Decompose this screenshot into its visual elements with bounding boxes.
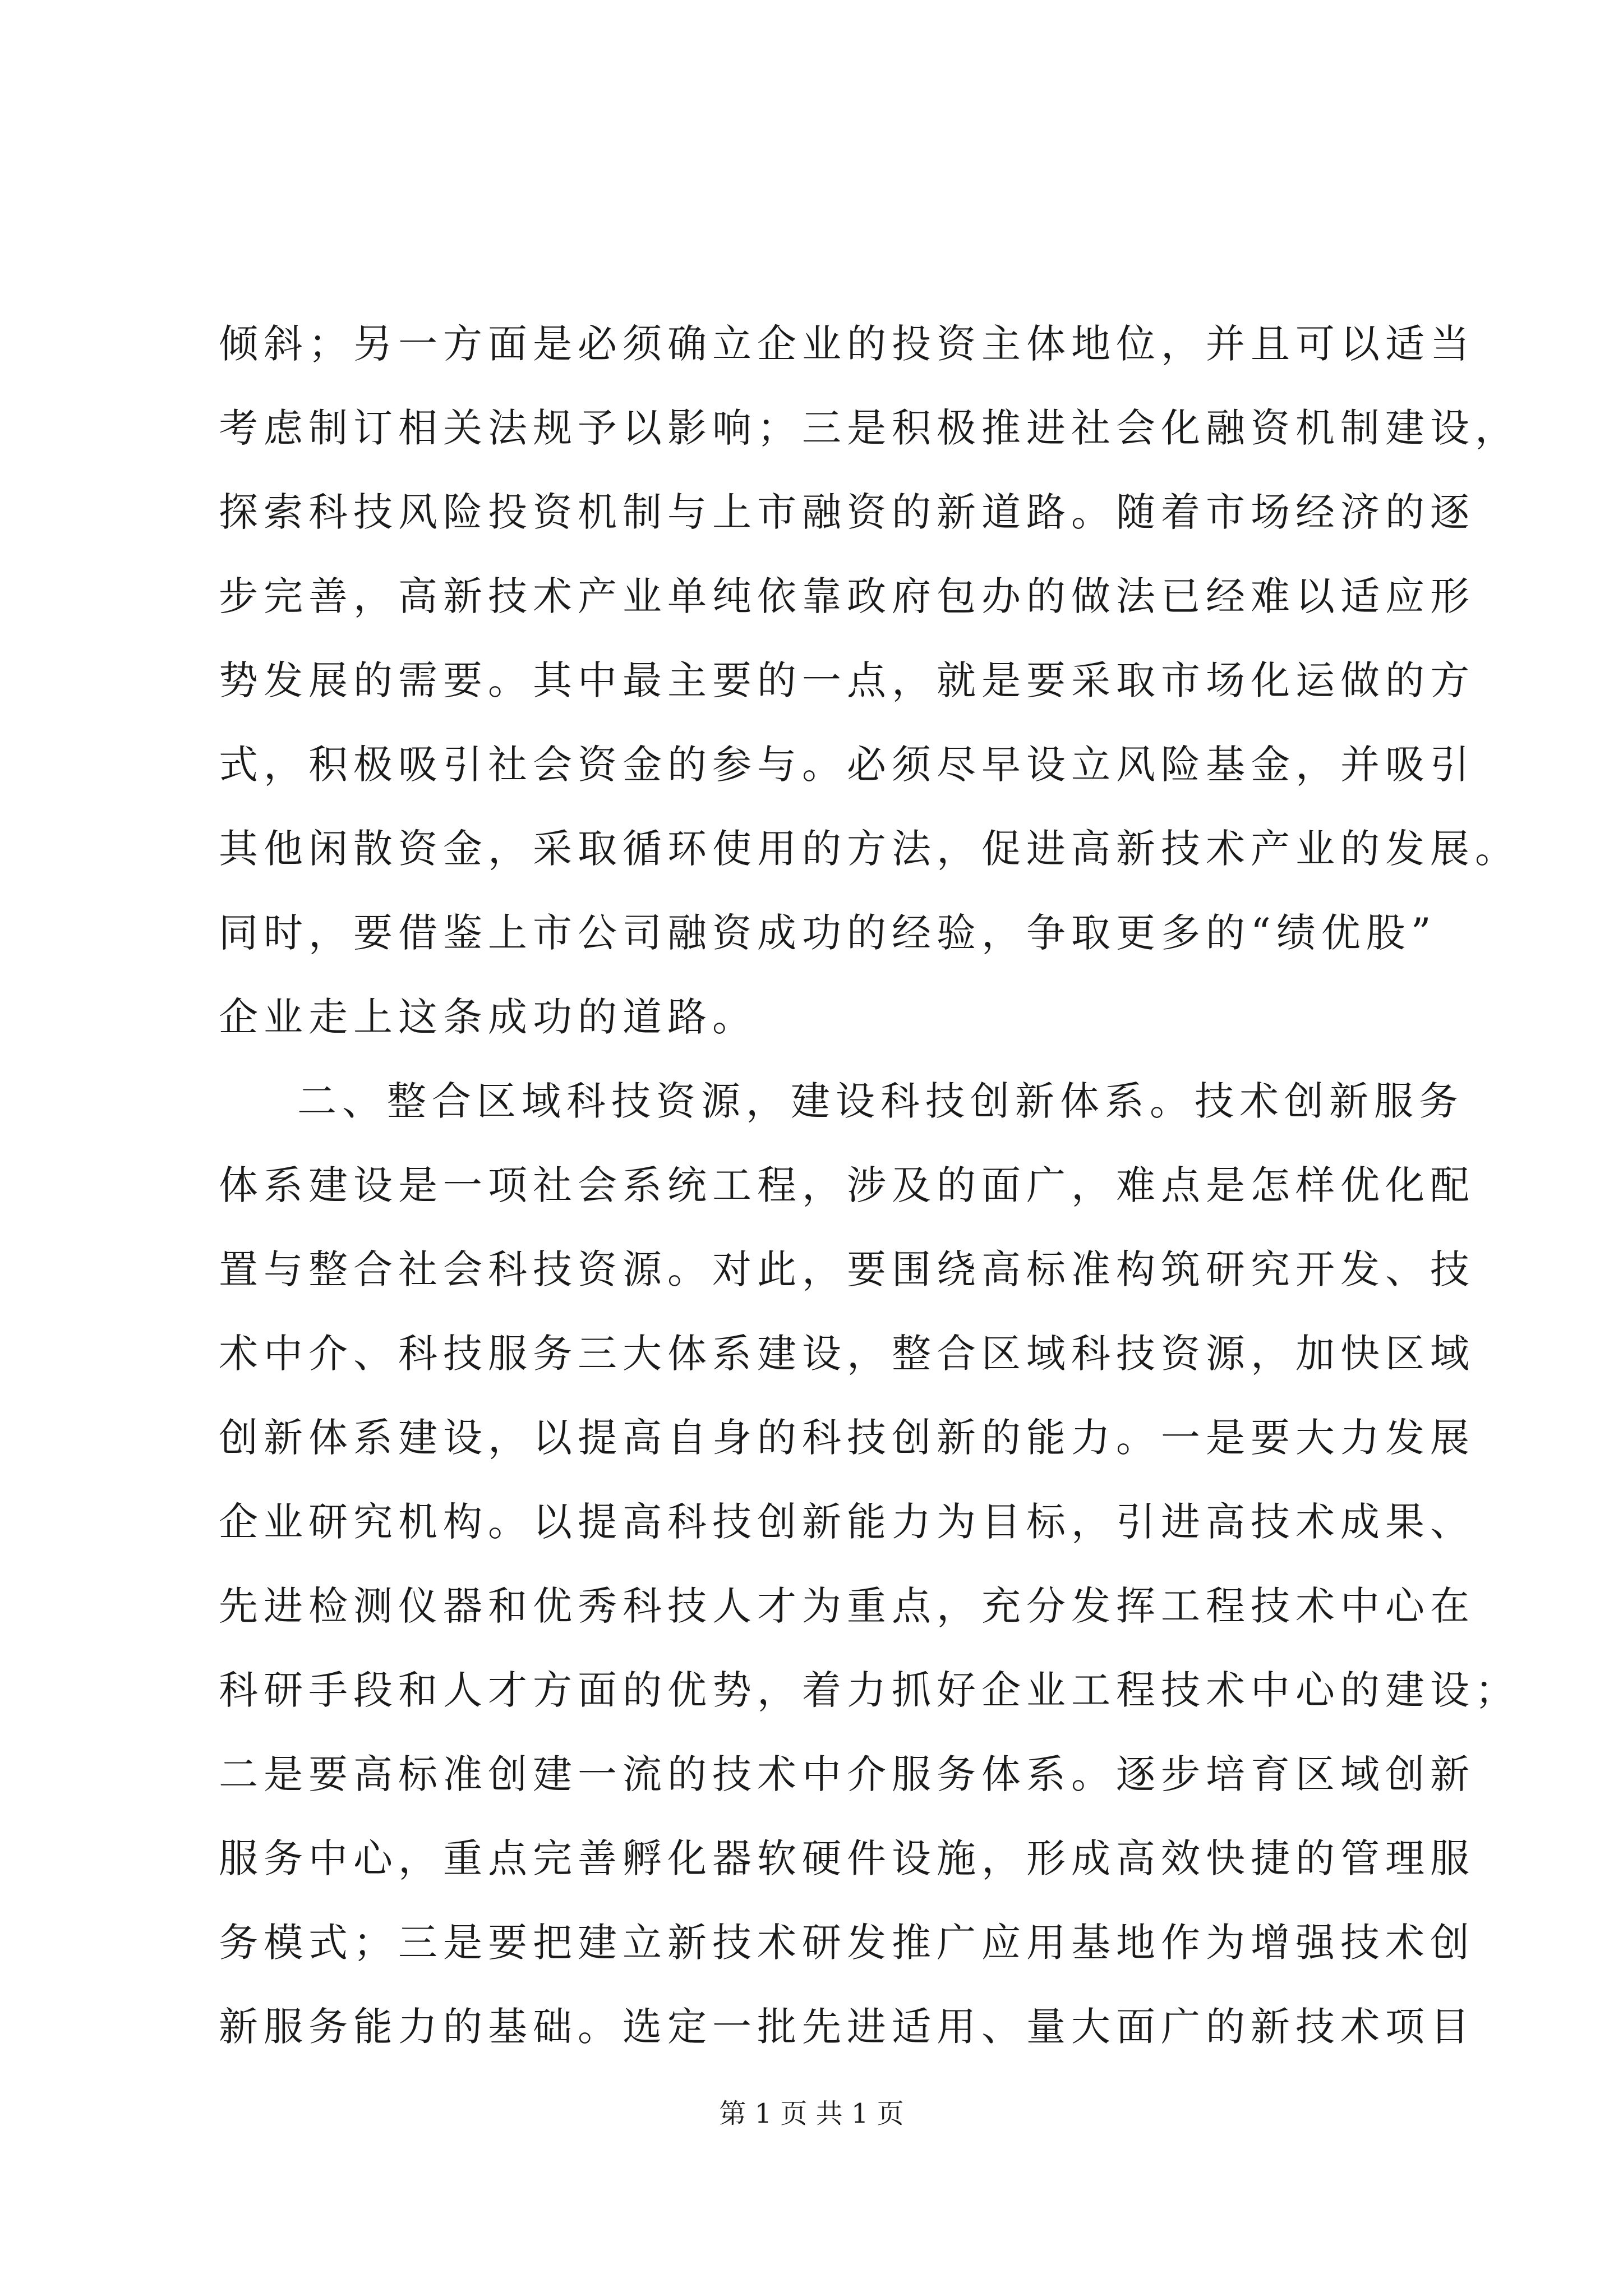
text-line: 务模式；三是要把建立新技术研发推广应用基地作为增强技术创 xyxy=(219,1920,1475,1966)
text-line: 术中介、科技服务三大体系建设，整合区域科技资源，加快区域 xyxy=(219,1331,1475,1377)
text-line: 置与整合社会科技资源。对此，要围绕高标准构筑研究开发、技 xyxy=(219,1246,1475,1292)
text-line: 企业研究机构。以提高科技创新能力为目标，引进高技术成果、 xyxy=(219,1499,1475,1545)
text-line: 科研手段和人才方面的优势，着力抓好企业工程技术中心的建设； xyxy=(219,1667,1520,1713)
text-line: 体系建设是一项社会系统工程，涉及的面广，难点是怎样优化配 xyxy=(219,1162,1475,1208)
text-line: 企业走上这条成功的道路。 xyxy=(219,994,757,1040)
text-line: 先进检测仪器和优秀科技人才为重点，充分发挥工程技术中心在 xyxy=(219,1583,1475,1629)
text-line: 服务中心，重点完善孵化器软硬件设施，形成高效快捷的管理服 xyxy=(219,1835,1475,1881)
paragraph-start-line: 二、整合区域科技资源，建设科技创新体系。技术创新服务 xyxy=(297,1078,1464,1124)
text-line: 二是要高标准创建一流的技术中介服务体系。逐步培育区域创新 xyxy=(219,1751,1475,1797)
page-number-footer: 第 1 页 共 1 页 xyxy=(719,2098,904,2129)
text-line: 式，积极吸引社会资金的参与。必须尽早设立风险基金，并吸引 xyxy=(219,742,1475,788)
text-line: 倾斜；另一方面是必须确立企业的投资主体地位，并且可以适当 xyxy=(219,321,1475,367)
text-line: 考虑制订相关法规予以影响；三是积极推进社会化融资机制建设， xyxy=(219,405,1520,451)
text-line: 其他闲散资金，采取循环使用的方法，促进高新技术产业的发展。 xyxy=(219,826,1520,872)
text-line: 探索科技风险投资机制与上市融资的新道路。随着市场经济的逐 xyxy=(219,489,1475,535)
text-line: 新服务能力的基础。选定一批先进适用、量大面广的新技术项目 xyxy=(219,2004,1475,2050)
text-line: 同时，要借鉴上市公司融资成功的经验，争取更多的“绩优股” xyxy=(219,910,1437,956)
text-line: 步完善，高新技术产业单纯依靠政府包办的做法已经难以适应形 xyxy=(219,573,1475,619)
text-line: 势发展的需要。其中最主要的一点，就是要采取市场化运做的方 xyxy=(219,657,1475,703)
text-line: 创新体系建设，以提高自身的科技创新的能力。一是要大力发展 xyxy=(219,1415,1475,1461)
